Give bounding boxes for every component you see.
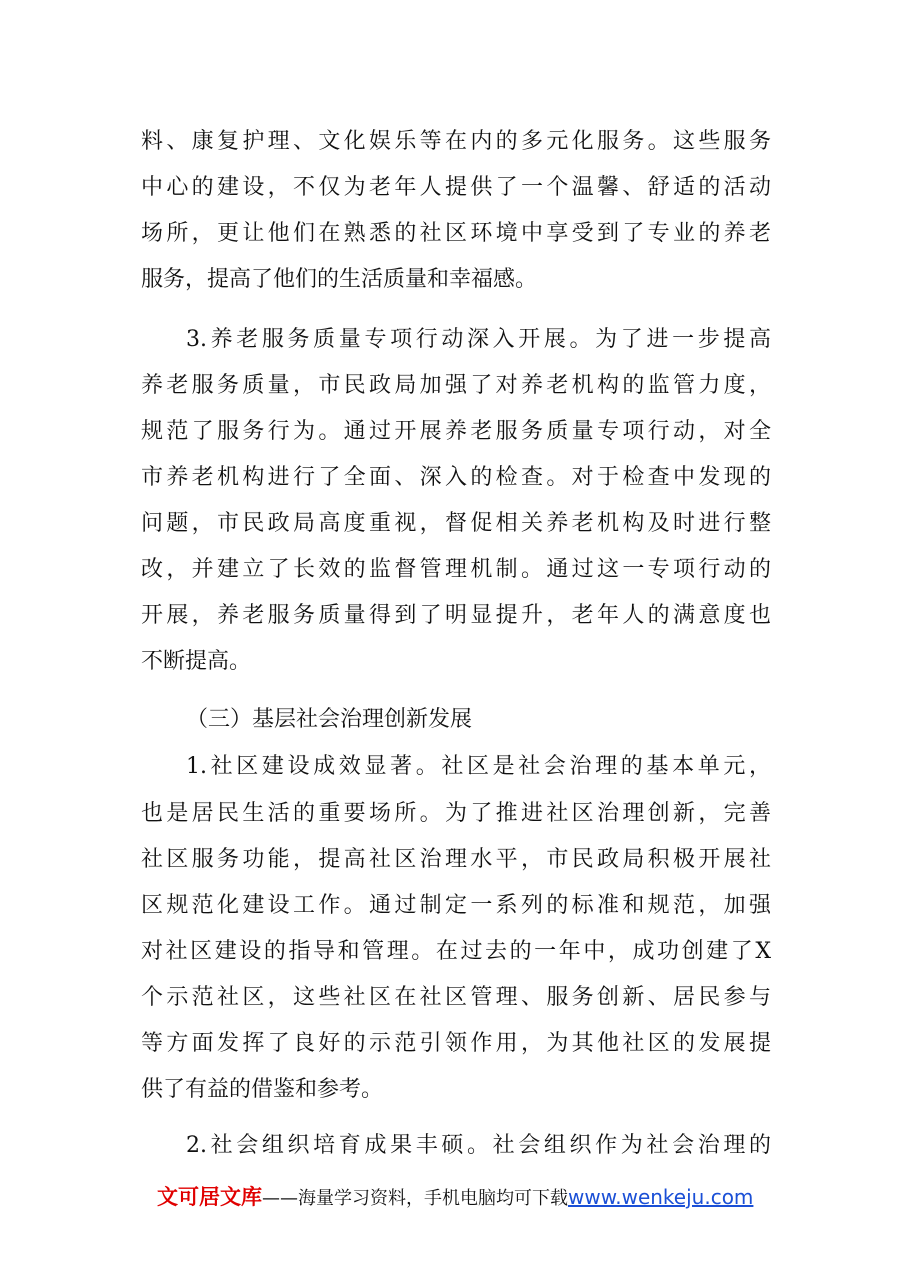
paragraph-line: 服务，提高了他们的生活质量和幸福感。 — [141, 267, 538, 292]
paragraph-line: 区规范化建设工作。通过制定一系列的标准和规范，加强 — [141, 893, 771, 918]
paragraph-line: 不断提高。 — [141, 649, 252, 674]
paragraph-line: 供了有益的借鉴和参考。 — [141, 1077, 384, 1102]
paragraph-line: 问题，市民政局高度重视，督促相关养老机构及时进行整 — [141, 511, 771, 536]
paragraph-line: 1.社区建设成效显著。社区是社会治理的基本单元， — [186, 754, 771, 779]
footer-site-link[interactable]: www.wenkeju.com — [568, 1185, 754, 1209]
paragraph-line: 等方面发挥了良好的示范引领作用，为其他社区的发展提 — [141, 1031, 771, 1056]
paragraph-line: 社区服务功能，提高社区治理水平，市民政局积极开展社 — [141, 847, 771, 872]
paragraph-line: 料、康复护理、文化娱乐等在内的多元化服务。这些服务 — [141, 129, 771, 154]
paragraph-line: 场所，更让他们在熟悉的社区环境中享受到了专业的养老 — [141, 221, 771, 246]
paragraph-line: 对社区建设的指导和管理。在过去的一年中，成功创建了X — [141, 939, 771, 964]
paragraph-line: 个示范社区，这些社区在社区管理、服务创新、居民参与 — [141, 985, 771, 1010]
footer-slogan: ——海量学习资料，手机电脑均可下载 — [262, 1188, 568, 1209]
paragraph-line: 改，并建立了长效的监督管理机制。通过这一专项行动的 — [141, 557, 771, 582]
footer-bar — [157, 1181, 753, 1213]
footer-brand: 文可居文库 — [157, 1185, 262, 1209]
paragraph-line: 规范了服务行为。通过开展养老服务质量专项行动，对全 — [141, 419, 771, 444]
paragraph-line: 3.养老服务质量专项行动深入开展。为了进一步提高 — [186, 327, 771, 352]
section-heading: （三）基层社会治理创新发展 — [186, 707, 473, 732]
paragraph-line: 2.社会组织培育成果丰硕。社会组织作为社会治理的 — [186, 1133, 771, 1158]
paragraph-line: 中心的建设，不仅为老年人提供了一个温馨、舒适的活动 — [141, 175, 771, 200]
paragraph-line: 开展，养老服务质量得到了明显提升，老年人的满意度也 — [141, 603, 771, 628]
paragraph-line: 市养老机构进行了全面、深入的检查。对于检查中发现的 — [141, 465, 771, 490]
paragraph-line: 也是居民生活的重要场所。为了推进社区治理创新，完善 — [141, 801, 771, 826]
paragraph-line: 养老服务质量，市民政局加强了对养老机构的监管力度， — [141, 373, 771, 398]
